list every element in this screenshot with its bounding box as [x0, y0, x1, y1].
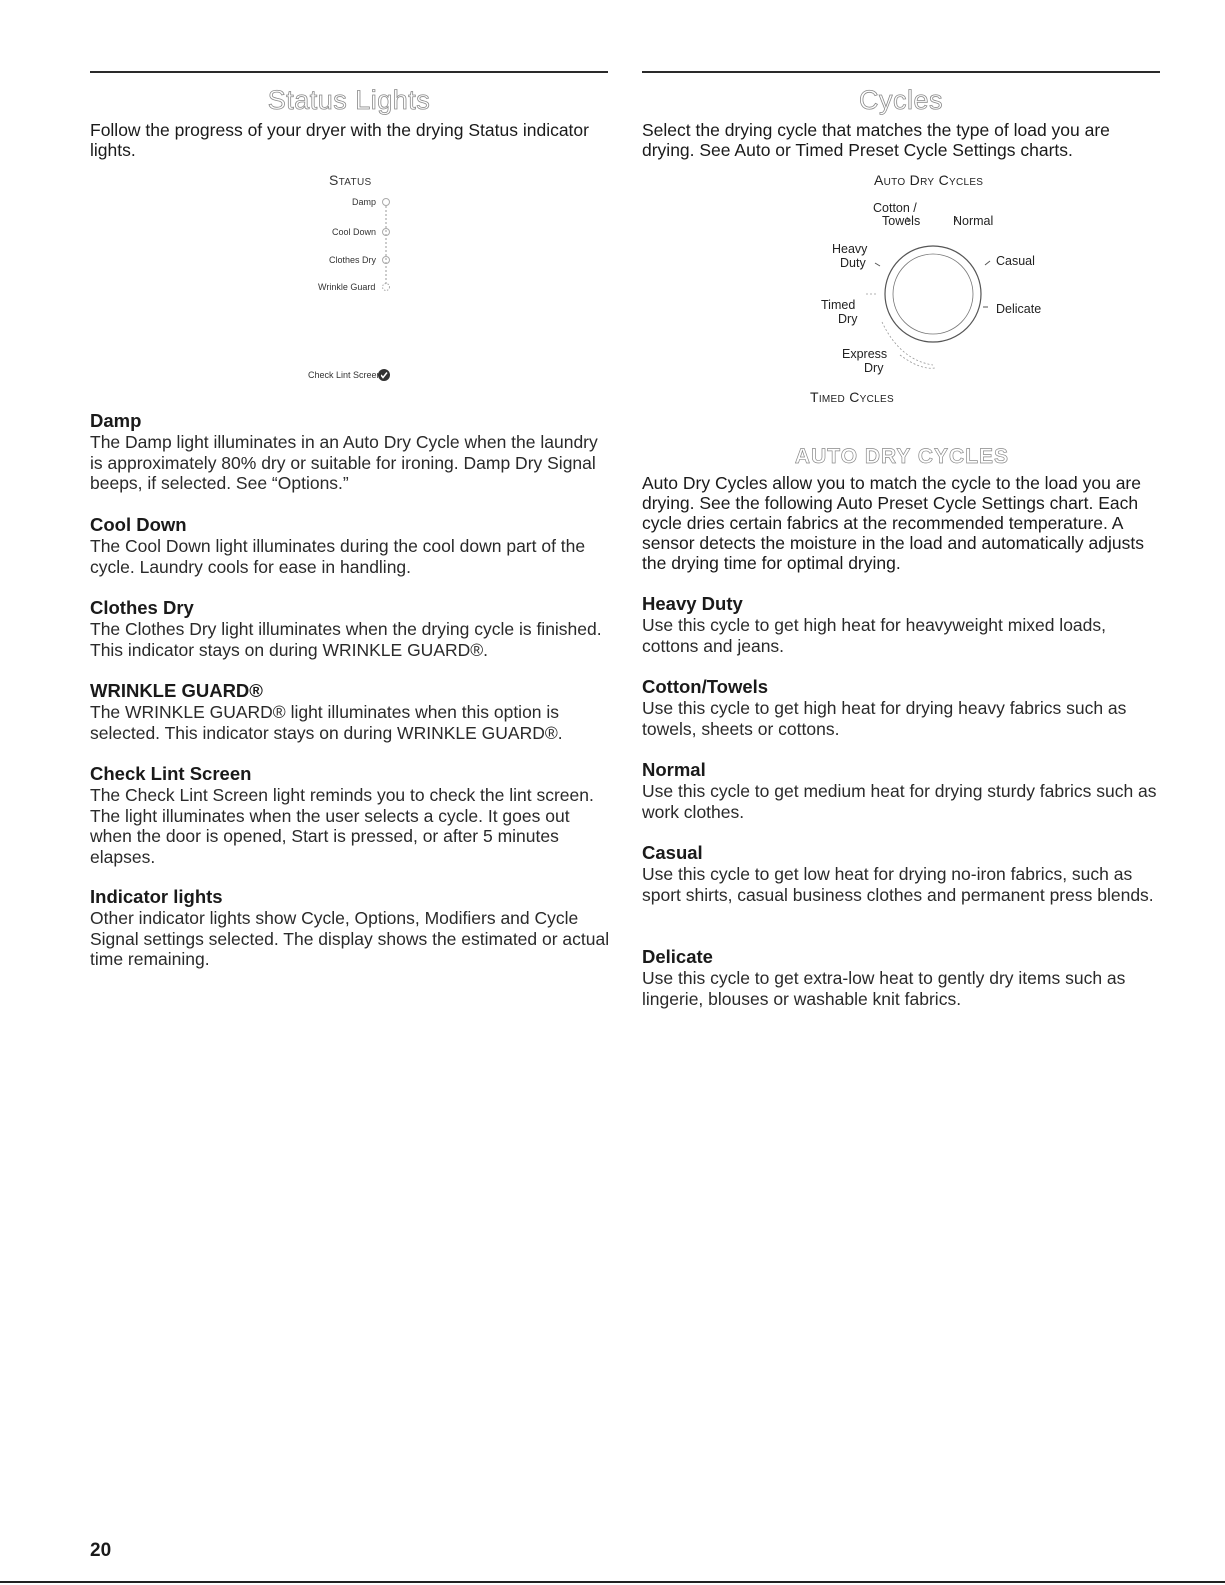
- section-heading: Check Lint Screen: [90, 763, 252, 784]
- section-body: Use this cycle to get high heat for drying heavy fabrics such as towels, sheets or cottons.: [642, 698, 1127, 739]
- cycle-dial-figure: [800, 170, 1060, 410]
- section-body: Use this cycle to get extra-low heat to gently dry items such as lingerie, blouses or washable knit fabrics.: [642, 968, 1126, 1009]
- auto-dry-cycles-heading: Auto Dry Cycles: [874, 172, 984, 188]
- section-damp: [90, 410, 610, 494]
- dial-label-timed-dry: Dry: [838, 312, 858, 326]
- dial-label-express-dry: Dry: [864, 361, 884, 375]
- section-body: The Check Lint Screen light reminds you to check the lint screen. The light illuminates when the user selects a cycle. It goes out when the door is opened, Start is pressed, or after 5 minutes elapses.: [90, 785, 594, 867]
- section-delicate: [642, 946, 1162, 1009]
- dial-label-heavy: Heavy: [832, 242, 868, 256]
- section-body: Use this cycle to get low heat for drying no-iron fabrics, such as sport shirts, casual business clothes and permanent press blends.: [642, 864, 1154, 905]
- section-heading: Delicate: [642, 946, 713, 967]
- section-cotton-towels: [642, 676, 1162, 739]
- page-number: 20: [90, 1540, 112, 1561]
- section-heading: Damp: [90, 410, 142, 431]
- section-casual: [642, 842, 1162, 905]
- section-body: The Damp light illuminates in an Auto Dry Cycle when the laundry is approximately 80% dry or suitable for ironing. Damp Dry Signal beeps, if selected. See “Options.”: [90, 432, 598, 493]
- cycle-dial: [800, 170, 1060, 410]
- auto-dry-cycles-subtitle: AUTO DRY CYCLES: [794, 445, 1010, 468]
- section-body: The Clothes Dry light illuminates when the drying cycle is finished. This indicator stays on during WRINKLE GUARD®.: [90, 619, 602, 660]
- status-figure-heading: Status: [329, 172, 372, 188]
- section-heading: Clothes Dry: [90, 597, 194, 618]
- section-body: The Cool Down light illuminates during the cool down part of the cycle. Laundry cools for ease in handling.: [90, 536, 586, 577]
- section-heading: Heavy Duty: [642, 593, 743, 614]
- auto-dry-cycles-intro: Auto Dry Cycles allow you to match the cycle to the load you are drying. See the following Auto Preset Cycle Settings chart. Each cycle dries certain fabrics at the recommended temperature. A sensor detects the moisture in the load and automatically adjusts the drying time for optimal drying.: [642, 473, 1144, 573]
- left-top-rule: [90, 71, 608, 73]
- section-indicator-lights: [90, 886, 610, 970]
- dial-label-express: Express: [842, 347, 888, 361]
- dial-label-cotton: Cotton /: [873, 201, 917, 215]
- status-light-wrinkle-guard: Wrinkle Guard: [318, 282, 376, 292]
- section-cool-down: [90, 514, 610, 577]
- dial-label-casual: Casual: [996, 254, 1035, 268]
- section-wrinkle-guard: [90, 680, 610, 743]
- status-lights-figure: [280, 170, 420, 385]
- status-light-damp: Damp: [352, 197, 377, 207]
- cycles-title: Cycles: [858, 85, 943, 115]
- dial-label-delicate: Delicate: [996, 302, 1042, 316]
- dial-label-towels: Towels: [882, 214, 921, 228]
- dial-label-duty: Duty: [840, 256, 866, 270]
- section-clothes-dry: [90, 597, 610, 660]
- section-heading: Indicator lights: [90, 886, 223, 907]
- status-light-cool-down: Cool Down: [332, 227, 377, 237]
- right-top-rule: [642, 71, 1160, 73]
- status-light-check-lint: Check Lint Screen: [308, 370, 382, 380]
- status-light-connector: [280, 170, 420, 385]
- section-normal: [642, 759, 1162, 822]
- section-check-lint-screen: [90, 763, 612, 867]
- section-heading: Cotton/Towels: [642, 676, 769, 697]
- section-heading: Casual: [642, 842, 703, 863]
- section-body: Use this cycle to get high heat for heavyweight mixed loads, cottons and jeans.: [642, 615, 1106, 656]
- section-body: The WRINKLE GUARD® light illuminates when this option is selected. This indicator stays on during WRINKLE GUARD®.: [90, 702, 563, 743]
- section-heading: Normal: [642, 759, 706, 780]
- dial-label-normal: Normal: [953, 214, 994, 228]
- status-lights-title: Status Lights: [267, 85, 431, 115]
- section-body: Other indicator lights show Cycle, Options, Modifiers and Cycle Signal settings selected. The display shows the estimated or actual time remaining.: [90, 908, 610, 969]
- section-heavy-duty: [642, 593, 1162, 656]
- status-lights-intro: Follow the progress of your dryer with the drying Status indicator lights.: [90, 120, 589, 160]
- status-light-clothes-dry: Clothes Dry: [329, 255, 377, 265]
- dial-label-timed: Timed: [821, 298, 856, 312]
- section-heading: Cool Down: [90, 514, 187, 535]
- section-body: Use this cycle to get medium heat for drying sturdy fabrics such as work clothes.: [642, 781, 1157, 822]
- cycles-intro: Select the drying cycle that matches the type of load you are drying. See Auto or Timed Preset Cycle Settings charts.: [642, 120, 1110, 160]
- bottom-rule: [0, 1581, 1225, 1583]
- section-heading: WRINKLE GUARD®: [90, 680, 263, 701]
- timed-cycles-heading: Timed Cycles: [810, 389, 894, 405]
